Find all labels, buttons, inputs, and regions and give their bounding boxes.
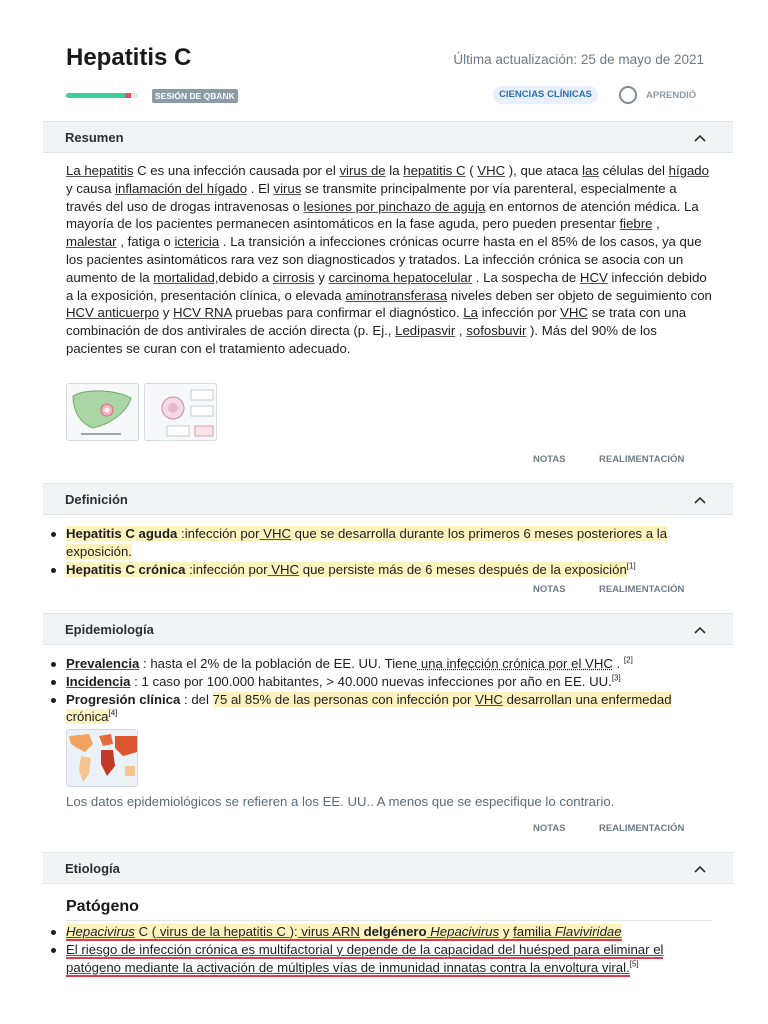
world-map-thumbnail[interactable]	[66, 729, 138, 787]
link[interactable]: VHC	[477, 163, 506, 178]
divider	[66, 920, 712, 921]
learned-label: APRENDIÓ	[646, 89, 697, 101]
link[interactable]: hepatitis C	[403, 163, 466, 178]
virus-structure-icon	[145, 384, 217, 441]
list-item: Hepatitis C aguda :infección por VHC que se desarrolla durante los primeros 6 meses posteriores a la exposición.	[66, 525, 716, 561]
link[interactable]: familia	[513, 924, 555, 939]
section-header-resumen[interactable]	[43, 121, 733, 153]
link[interactable]: aminotransferasa	[345, 287, 448, 303]
link[interactable]: ( virus de la hepatitis C	[151, 924, 290, 939]
link[interactable]: Ledipasvir	[395, 323, 456, 339]
feedback-button[interactable]: REALIMENTACIÓN	[599, 584, 685, 595]
reference-link[interactable]: [1]	[626, 561, 636, 571]
notes-button[interactable]: NOTAS	[533, 454, 566, 465]
resumen-actions	[0, 454, 768, 466]
list-item: Hepacivirus C ( virus de la hepatitis C ): virus ARN delgénero Hepacivirus y familia Flaviviridae	[66, 923, 716, 941]
virus-diagram-thumbnail[interactable]	[144, 383, 217, 441]
list-item	[66, 941, 716, 977]
link[interactable]: virus	[273, 180, 302, 196]
link[interactable]: VHC	[267, 561, 300, 577]
link[interactable]: Hepacivirus	[426, 924, 500, 939]
section-header-etiologia[interactable]	[43, 852, 733, 884]
link[interactable]: Hepacivirus	[66, 924, 135, 939]
chevron-up-icon[interactable]	[693, 131, 707, 145]
link[interactable]: La hepatitis	[66, 163, 134, 178]
section-header-definicion[interactable]	[43, 483, 733, 515]
link[interactable]: virus ARN	[297, 924, 360, 939]
link[interactable]: VHC	[259, 526, 292, 541]
list-item: Incidencia : 1 caso por 100.000 habitantes, > 40.000 nuevas infecciones por año en EE. UU.[3]	[66, 673, 716, 691]
section-title: Epidemiología	[65, 622, 154, 637]
link[interactable]: malestar	[66, 234, 117, 250]
feedback-button[interactable]: REALIMENTACIÓN	[599, 823, 685, 834]
qbank-session-badge[interactable]: SESIÓN DE QBANK	[152, 89, 238, 103]
page-title: Hepatitis C	[66, 44, 192, 71]
reference-link[interactable]: [4]	[108, 709, 118, 718]
etiology-list	[66, 923, 716, 976]
link[interactable]: sofosbuvir	[466, 323, 527, 339]
link[interactable]: Flaviviridae	[554, 924, 622, 939]
progress-fill	[66, 93, 131, 98]
link[interactable]: mortalidad,	[153, 269, 219, 285]
list-item: Hepatitis C crónica :infección por VHC que persiste más de 6 meses después de la exposición[1]	[66, 561, 716, 579]
feedback-button[interactable]: REALIMENTACIÓN	[599, 454, 685, 465]
list-item: Prevalencia : hasta el 2% de la población de EE. UU. Tiene una infección crónica por el VHC . [2]	[66, 655, 716, 673]
link[interactable]: HCV	[579, 269, 608, 285]
link[interactable]: lesiones por pinchazo de aguja	[303, 198, 486, 214]
clinical-sciences-tag[interactable]: CIENCIAS CLÍNICAS	[493, 86, 598, 104]
link[interactable]: una infección crónica por el VHC	[417, 656, 613, 671]
notes-button[interactable]: NOTAS	[533, 584, 566, 595]
summary-paragraph: La hepatitis C es una infección causada por el virus de la hepatitis C ( VHC ), que ataca las células del hígado y causa inflamación del hígado . El virus se transmite principalmente por vía parenteral, especialmente a través del uso de drogas intravenosas o lesiones por pinchazo de aguja en entornos de atención médica. La mayoría de los pacientes permanecen asintomáticos en la fase aguda, pero pueden presentar fiebre , malestar , fatiga o ictericia . La transición a infecciones crónicas ocurre hasta en el 85% de los casos, ya que los pacientes asintomáticos rara vez son diagnosticados y tratados. La infección crónica se asocia con un aumento de la mortalidad,debido a cirrosis y carcinoma hepatocelular . La sospecha de HCV infección debido a la exposición, presentación clínica, o elevada aminotransferasa niveles deben ser objeto de seguimiento con HCV anticuerpo y HCV RNA pruebas para confirmar el diagnóstico. La infección por VHC se trata con una combinación de dos antivirales de acción directa (p. Ej., Ledipasvir , sofosbuvir ). Más del 90% de los pacientes se curan con el tratamiento adecuado.	[66, 163, 712, 356]
section-title: Resumen	[65, 130, 124, 145]
link[interactable]: Prevalencia	[66, 656, 140, 671]
notes-button[interactable]: NOTAS	[533, 823, 566, 834]
link[interactable]: VHC	[475, 691, 503, 707]
chevron-up-icon[interactable]	[693, 493, 707, 507]
link[interactable]: HCV anticuerpo	[66, 305, 160, 321]
page-header	[0, 0, 768, 120]
reference-link[interactable]: [2]	[623, 655, 633, 665]
link[interactable]: carcinoma hepatocelular	[328, 269, 473, 285]
section-title: Definición	[65, 492, 128, 507]
link[interactable]: HCV RNA	[173, 305, 232, 321]
learned-toggle[interactable]	[619, 86, 696, 104]
pathogen-heading: Patógeno	[66, 898, 139, 915]
link[interactable]: El riesgo de infección crónica es multifactorial y depende de la capacidad del huésped para eliminar el patógeno mediante la activación de múltiples vías de inmunidad innatas contra la envoltura viral.	[66, 941, 664, 975]
chevron-up-icon[interactable]	[693, 862, 707, 876]
link[interactable]: cirrosis	[272, 269, 315, 285]
epidemiologia-actions	[0, 823, 768, 835]
link[interactable]: Incidencia	[66, 673, 131, 689]
liver-illustration-thumbnail[interactable]	[66, 383, 139, 441]
link[interactable]: fiebre	[619, 216, 653, 232]
link[interactable]: VHC	[560, 305, 588, 321]
world-map-icon	[67, 730, 138, 787]
reference-link[interactable]: [3]	[611, 673, 621, 683]
last-updated: Última actualización: 25 de mayo de 2021	[453, 52, 704, 67]
reference-link[interactable]: [5]	[629, 959, 639, 969]
liver-virus-icon	[67, 384, 139, 441]
section-title: Etiología	[65, 861, 120, 876]
progress-tip	[125, 93, 131, 98]
definition-list	[66, 525, 716, 578]
definicion-actions	[0, 584, 768, 596]
list-item: Progresión clínica : del 75 al 85% de las personas con infección por VHC desarrollan una enfermedad crónica[4]	[66, 691, 716, 727]
link[interactable]: inflamación del hígado	[115, 180, 248, 196]
epidemiology-note: Los datos epidemiológicos se refieren a los EE. UU.. A menos que se especifique lo contrario.	[66, 794, 615, 809]
chevron-up-icon[interactable]	[693, 623, 707, 637]
checkbox-circle-icon[interactable]	[619, 86, 637, 104]
epidemiology-list	[66, 655, 716, 726]
link[interactable]: ictericia	[174, 234, 220, 250]
link[interactable]: hígado	[668, 163, 709, 178]
progress-bar	[66, 93, 138, 98]
link[interactable]: La	[463, 305, 478, 321]
link[interactable]: las	[582, 163, 599, 178]
link[interactable]: virus de	[339, 163, 386, 178]
section-header-epidemiologia[interactable]	[43, 613, 733, 645]
